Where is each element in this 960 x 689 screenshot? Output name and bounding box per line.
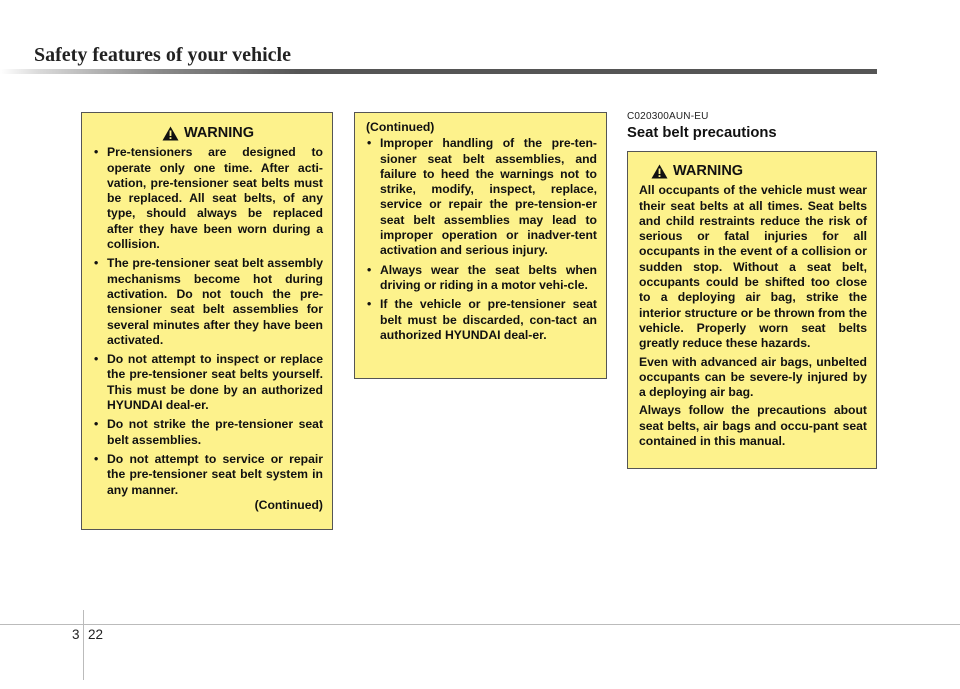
chapter-number: 3	[72, 627, 80, 642]
list-item: • Do not attempt to inspect or replace the pre-tensioner seat belts yourself. This must be done by an authorized HYUNDAI deal-er.	[93, 352, 323, 413]
warning-box-pretensioners	[81, 112, 333, 530]
warning-triangle-icon	[651, 164, 668, 179]
warning-paragraph: All occupants of the vehicle must wear their seat belts at all times. Seat belts and child restraints reduce the risk of serious or fatal injuries for all occupants in the event of a collision or sudden stop. Without a seat belt, occupants could be shifted too close to a deploying air bag, strike the interior structure or be thrown from the vehicle. Properly worn seat belts greatly reduce these hazards.	[639, 183, 867, 351]
footer-rule	[0, 624, 960, 625]
list-item: • Improper handling of the pre-ten-sioner seat belt assemblies, and failure to heed the warnings not to strike, modify, inspect, replace, service or repair the pre-tension-er seat belt assemblies may lead to improper operation or inadver-tent activation and serious injury.	[366, 136, 597, 258]
warning-paragraph: Always follow the precautions about seat belts, air bags and occu-pant seat contained in this manual.	[639, 403, 867, 449]
warning-heading-label: WARNING	[673, 163, 744, 179]
warning-list	[93, 145, 323, 498]
continued-label: (Continued)	[254, 497, 323, 512]
list-item: • If the vehicle or pre-tensioner seat belt must be discarded, con-tact an authorized HYUNDAI deal-er.	[366, 297, 597, 343]
warning-list	[366, 136, 597, 343]
list-item: • Do not strike the pre-tensioner seat belt assemblies.	[93, 417, 323, 448]
warning-heading-label: WARNING	[183, 125, 255, 141]
list-item: • Pre-tensioners are designed to operate only one time. After acti-vation, pre-tensioner seat belts must be replaced. All seat belts, of any type, should always be replaced after they have been worn during a collision.	[93, 145, 323, 252]
section-title: Seat belt precautions	[627, 125, 777, 141]
section-code: C020300AUN-EU	[627, 111, 709, 122]
list-item: • Always wear the seat belts when driving or riding in a motor vehi-cle.	[366, 263, 597, 294]
page-header-title: Safety features of your vehicle	[34, 44, 291, 66]
warning-triangle-icon	[162, 126, 179, 141]
warning-box-continued	[354, 112, 607, 379]
footer-divider	[83, 610, 84, 680]
warning-paragraph: Even with advanced air bags, unbelted occupants can be severe-ly injured by a deploying air bag.	[639, 354, 867, 400]
warning-box-seat-belt-precautions	[627, 151, 877, 469]
header-rule	[0, 69, 877, 74]
continued-label: (Continued)	[366, 120, 435, 134]
warning-heading	[639, 164, 867, 179]
list-item: • Do not attempt to service or repair the pre-tensioner seat belt system in any manner.	[93, 452, 323, 498]
warning-heading	[93, 126, 323, 141]
page-number: 22	[88, 627, 104, 642]
list-item: • The pre-tensioner seat belt assembly mechanisms become hot during activation. Do not touch the pre-tensioner seat belt assemblies for several minutes after they have been activated.	[93, 256, 323, 348]
